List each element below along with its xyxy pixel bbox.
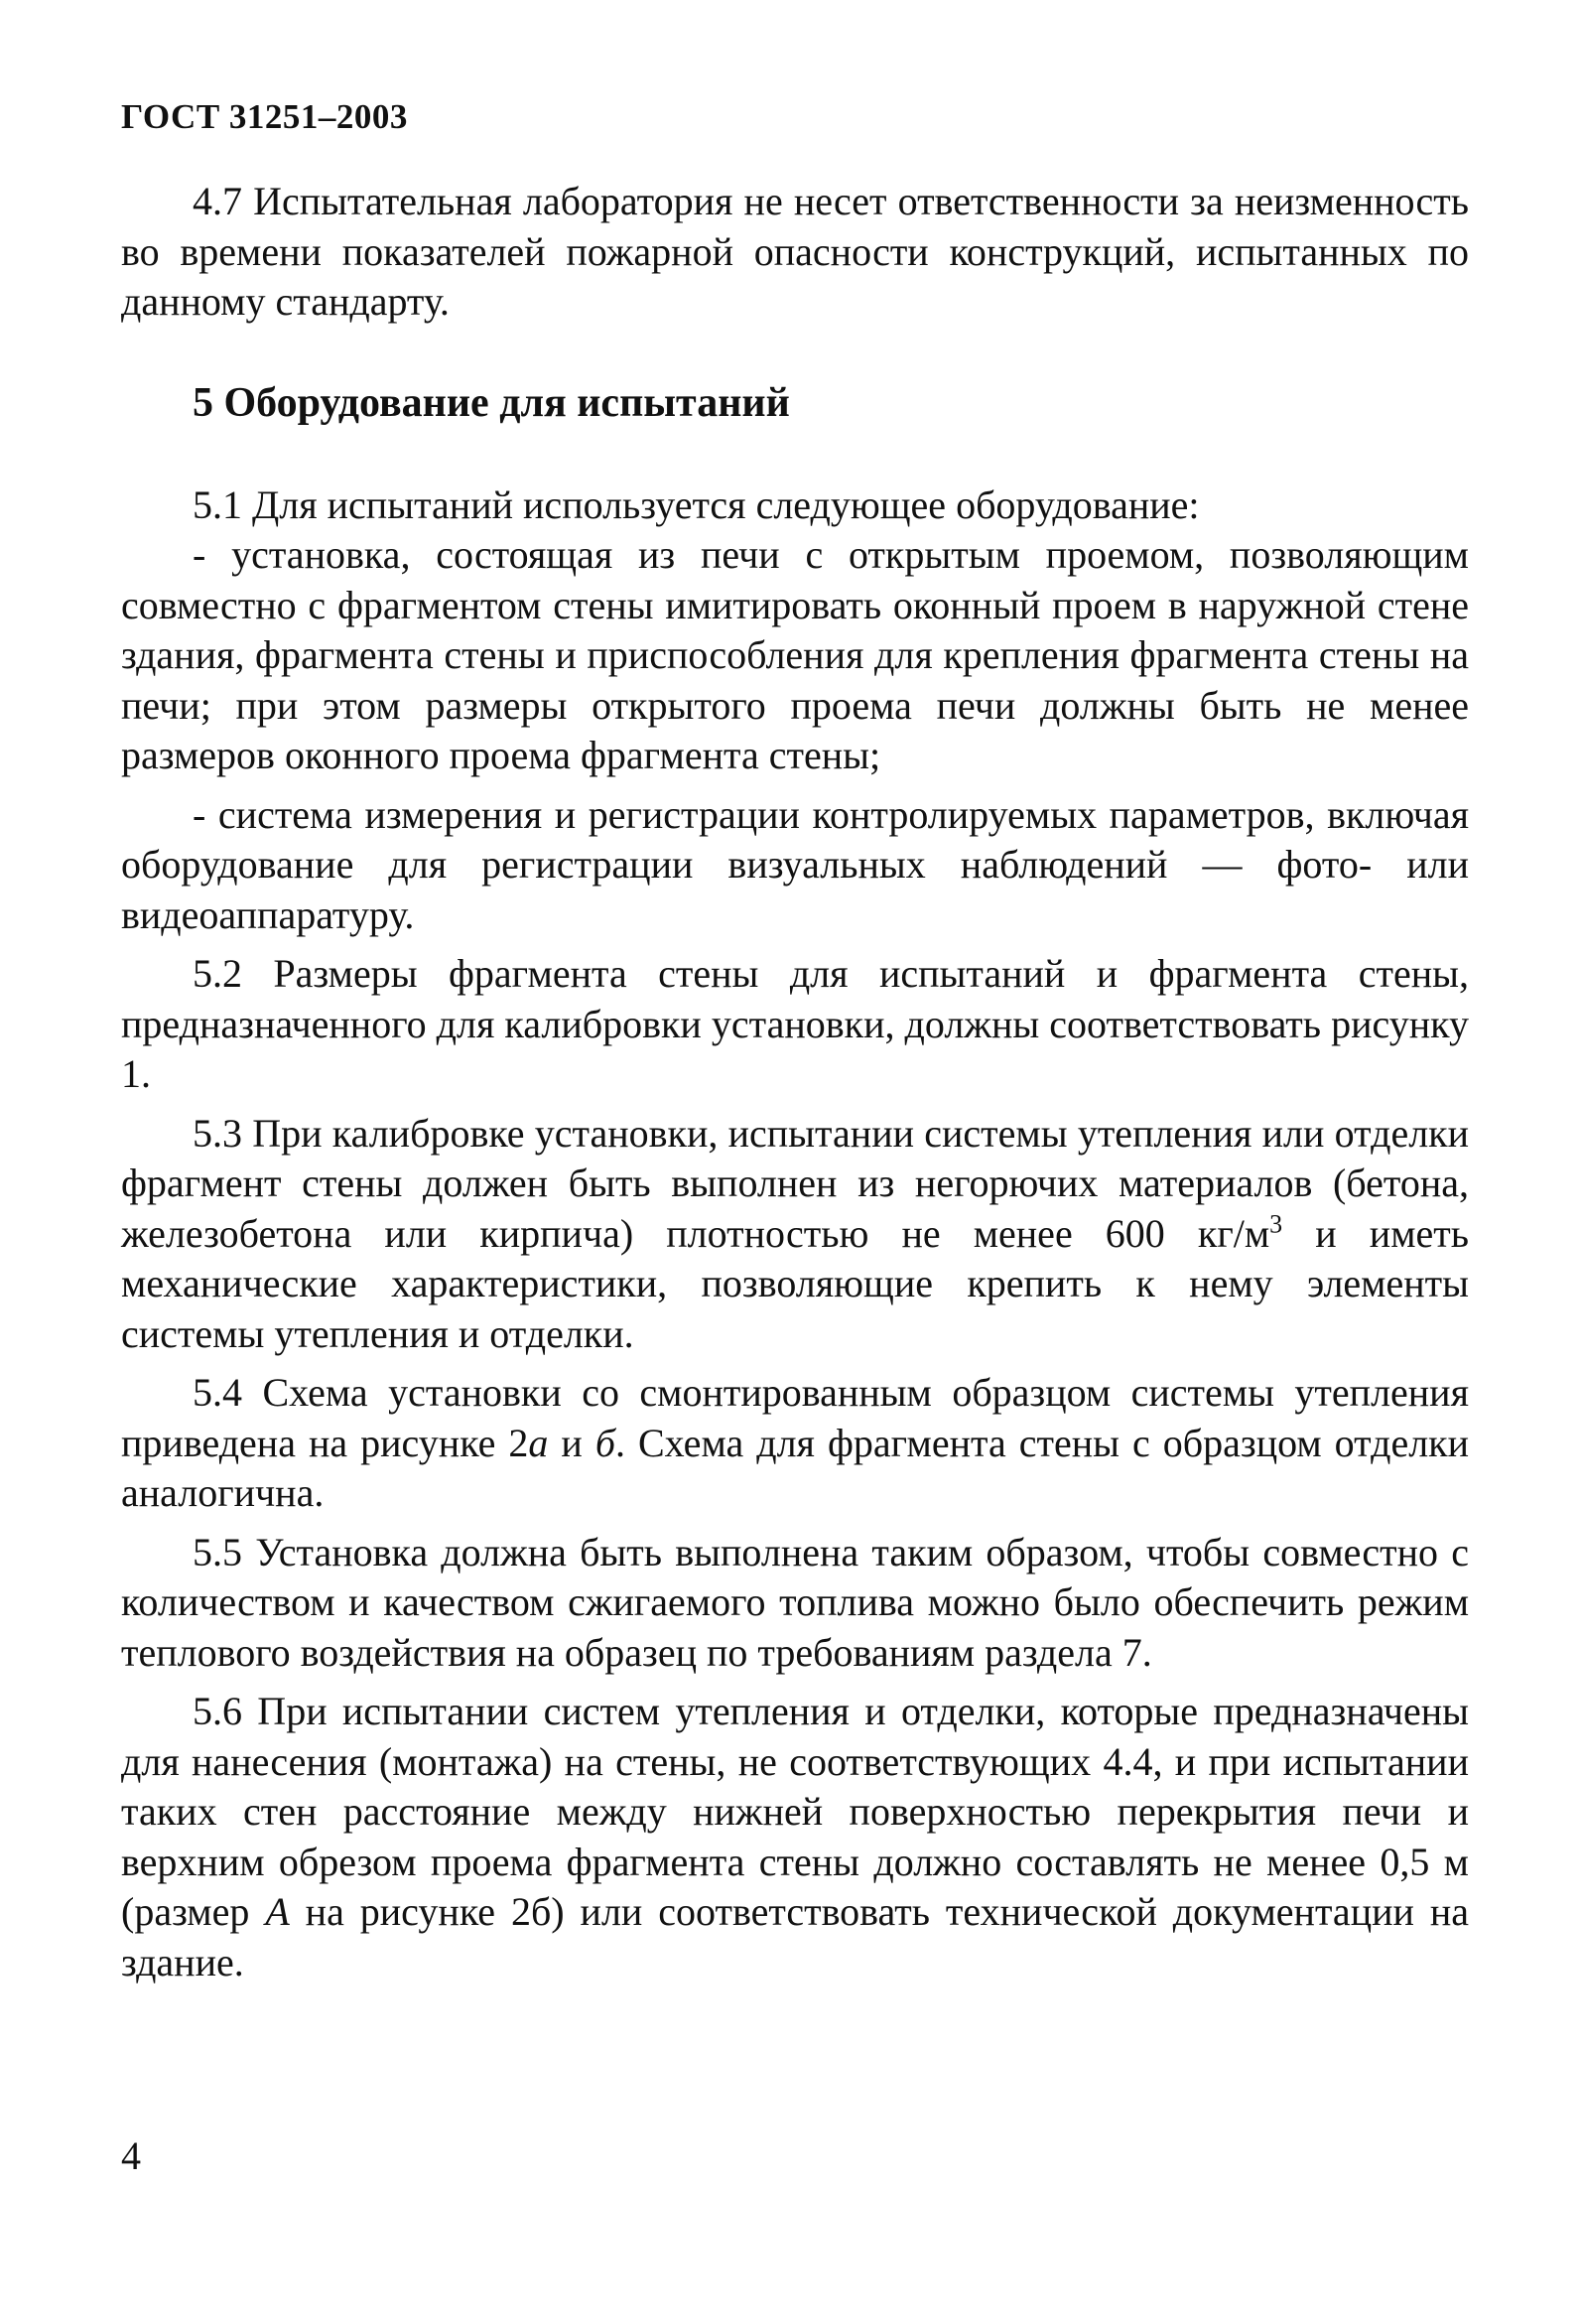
- paragraph-5-1: 5.1 Для испытаний используется следующее оборудование:: [193, 481, 1200, 527]
- figure-label-b: б: [594, 1420, 615, 1465]
- paragraph-5-3: [121, 1109, 1469, 1360]
- list-item-measurement-system: - система измерения и регистрации контролируемых параметров, включая оборудование для регистрации визуальных наблюдений — фото- или видеоаппаратуру.: [121, 791, 1469, 937]
- page-number: 4: [121, 2133, 141, 2178]
- paragraph-5-4-conj: и: [548, 1420, 595, 1465]
- figure-label-a: а: [528, 1420, 549, 1465]
- paragraph-5-4: [121, 1368, 1469, 1519]
- paragraph-4-7: 4.7 Испытательная лаборатория не несет ответственности за неизменность во времени показателей пожарной опасности конструкций, испытанных по данному стандарту.: [121, 179, 1469, 324]
- dimension-label-a: А: [265, 1889, 290, 1934]
- paragraph-5-6-text-end: на рисунке 2б) или соответствовать технической документации на здание.: [121, 1889, 1470, 1984]
- section-5-heading: 5 Оборудование для испытаний: [193, 379, 790, 426]
- paragraph-5-3-text-end: и иметь механические характеристики, позволяющие крепить к нему элементы системы утепления и отделки.: [121, 1210, 1469, 1356]
- paragraph-5-4-text-end: . Схема для фрагмента стены с образцом отделки аналогична.: [121, 1420, 1470, 1515]
- page-content: [121, 177, 1469, 1987]
- list-item-installation: - установка, состоящая из печи с открытым проемом, позволяющим совместно с фрагментом стены имитировать оконный проем в наружной стене здания, фрагмента стены и приспособления для крепления фрагмента стены на печи; при этом размеры открытого проема печи должны быть не менее размеров оконного проема фрагмента стены;: [121, 532, 1469, 777]
- paragraph-5-6-text: 5.6 При испытании систем утепления и отделки, которые предназначены для нанесения (монтажа) на стены, не соответствующих 4.4, и при испытании таких стен расстояние между нижней поверхностью перекрытия печи и верхним обрезом проема фрагмента стены должно составлять не менее 0,5 м (размер: [121, 1689, 1469, 1934]
- paragraph-5-5: 5.5 Установка должна быть выполнена таким образом, чтобы совместно с количеством и качеством сжигаемого топлива можно было обеспечить режим теплового воздействия на образец по требованиям раздела 7.: [121, 1529, 1469, 1675]
- superscript-exponent: 3: [1269, 1209, 1283, 1239]
- paragraph-5-4-text: 5.4 Схема установки со смонтированным образцом системы утепления приведена на рисунке 2: [121, 1370, 1469, 1465]
- document-code-header: ГОСТ 31251–2003: [121, 97, 408, 136]
- paragraph-5-3-text: 5.3 При калибровке установки, испытании системы утепления или отделки фрагмент стены должен быть выполнен из негорючих материалов (бетона, железобетона или кирпича) плотностью не менее 600 кг/м: [121, 1110, 1469, 1256]
- paragraph-5-6: [121, 1687, 1469, 1987]
- paragraph-5-2: 5.2 Размеры фрагмента стены для испытаний и фрагмента стены, предназначенного для калибровки установки, должны соответствовать рисунку 1.: [121, 951, 1469, 1096]
